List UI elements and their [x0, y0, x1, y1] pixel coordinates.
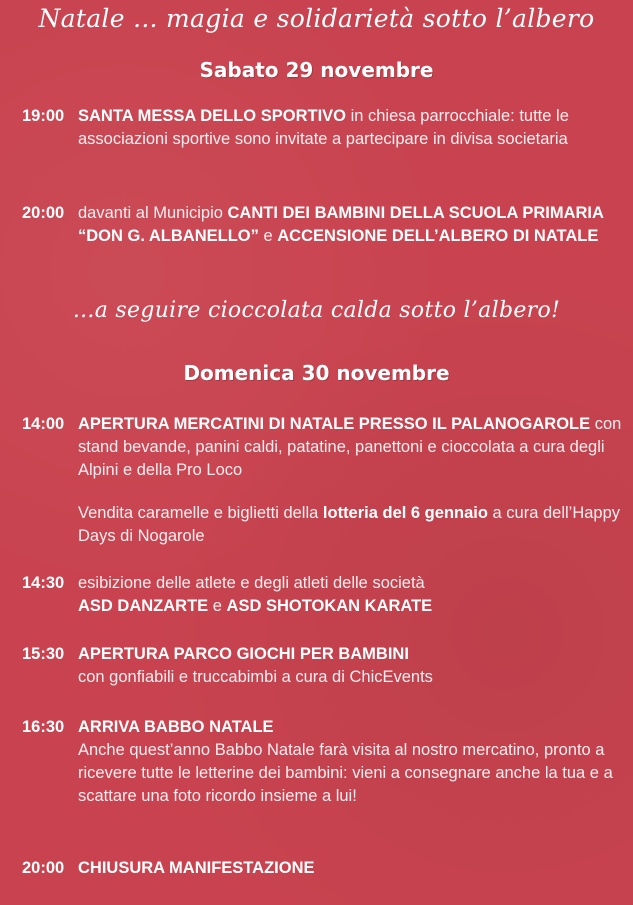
event-title: CANTI DEI BAMBINI DELLA SCUOLA PRIMARIA “DON G. ALBANELLO” — [78, 204, 604, 245]
event-item — [22, 502, 622, 548]
event-description — [78, 413, 622, 482]
event-title: ASD DANZARTE — [78, 597, 209, 615]
event-text: con gonfiabili e truccabimbi a cura di ChicEvents — [78, 668, 433, 686]
event-text: esibizione delle atlete e degli atleti delle società — [78, 574, 425, 592]
event-title: APERTURA MERCATINI DI NATALE PRESSO IL PALANOGAROLE — [78, 415, 591, 433]
event-description — [78, 502, 622, 548]
day-heading-sunday: Domenica 30 novembre — [183, 361, 450, 385]
event-title: ARRIVA BABBO NATALE — [78, 718, 274, 736]
event-text: con stand bevande, panini caldi, patatine, panettoni e cioccolata a cura degli Alpini e della Pro Loco — [78, 415, 622, 479]
event-title: APERTURA PARCO GIOCHI PER BAMBINI — [78, 645, 409, 663]
event-title: lotteria del 6 gennaio — [322, 504, 488, 522]
event-time: 20:00 — [22, 859, 65, 877]
event-title: SANTA MESSA DELLO SPORTIVO — [78, 107, 346, 125]
event-time: 14:00 — [22, 415, 65, 433]
event-text: Vendita caramelle e biglietti della — [78, 504, 323, 522]
event-item — [22, 413, 622, 482]
event-time: 15:30 — [22, 645, 65, 663]
event-text: e — [258, 227, 278, 245]
event-description — [78, 643, 622, 689]
event-title: ASD SHOTOKAN KARATE — [226, 597, 433, 615]
event-description — [78, 857, 622, 880]
poster-title: Natale ... magia e solidarietà sotto l’albero — [38, 4, 595, 33]
event-item — [22, 202, 622, 248]
event-description — [78, 716, 622, 808]
event-time: 16:30 — [22, 718, 65, 736]
event-item — [22, 105, 622, 151]
event-time: 20:00 — [22, 204, 65, 222]
event-text: Anche quest’anno Babbo Natale farà visita al nostro mercatino, pronto a ricevere tutte le letterine dei bambini: vieni a consegnare anche la tua e a scattare una foto ricordo insieme a lui! — [78, 741, 613, 805]
event-text: e — [208, 597, 227, 615]
event-time: 19:00 — [22, 107, 65, 125]
event-text: in chiesa parrocchiale: tutte le associazioni sportive sono invitate a partecipare in divisa societaria — [78, 107, 569, 148]
event-item — [22, 643, 622, 689]
event-description — [78, 572, 622, 618]
event-description — [78, 202, 622, 248]
event-text: davanti al Municipio — [78, 204, 228, 222]
tagline: ...a seguire cioccolata calda sotto l’albero! — [72, 298, 561, 323]
event-item — [22, 572, 622, 618]
day-heading-saturday: Sabato 29 novembre — [199, 58, 434, 82]
event-title: ACCENSIONE DELL’ALBERO DI NATALE — [277, 227, 599, 245]
event-title: CHIUSURA MANIFESTAZIONE — [78, 859, 315, 877]
event-item — [22, 716, 622, 808]
event-description — [78, 105, 622, 151]
event-item — [22, 857, 622, 880]
event-text: a cura dell’Happy Days di Nogarole — [78, 504, 621, 545]
event-time: 14:30 — [22, 574, 65, 592]
